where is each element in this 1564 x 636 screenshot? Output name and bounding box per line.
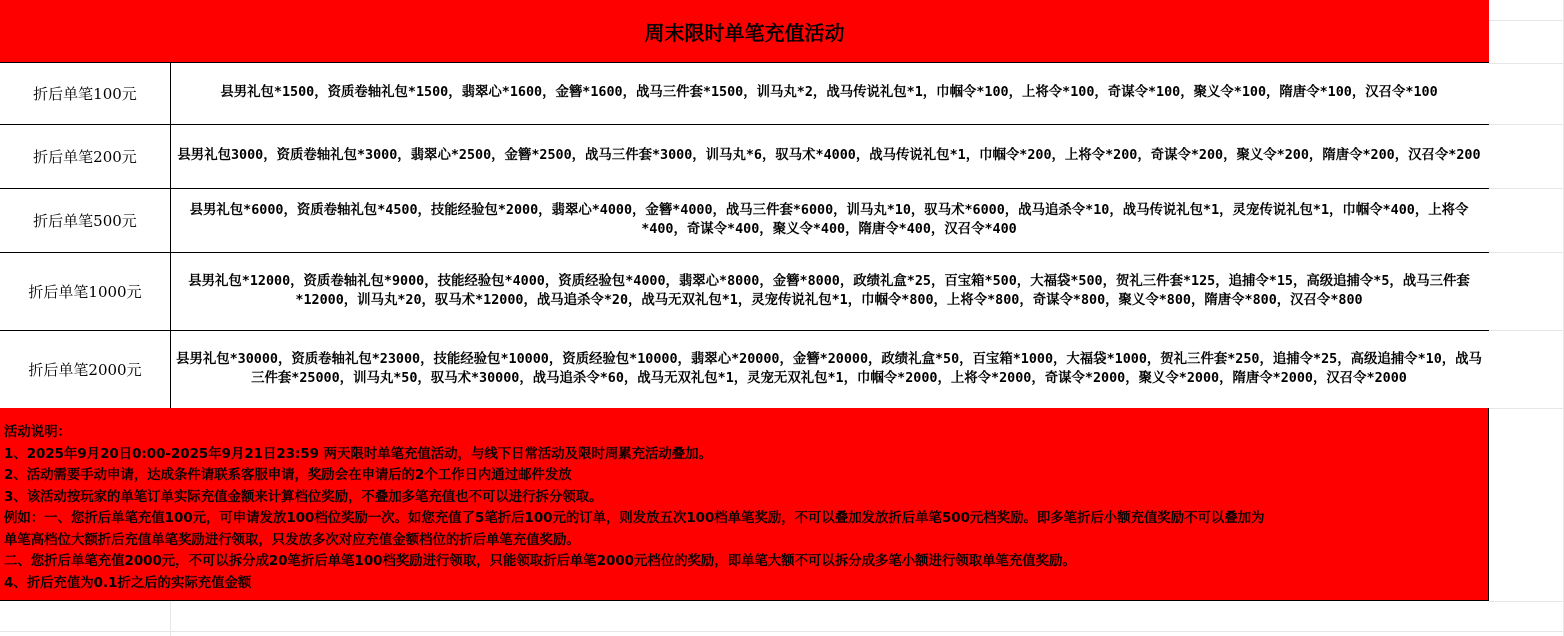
notes-line: 单笔高档位大额折后充值单笔奖励进行领取，只发放多次对应充值金额档位的折后单笔充值奖励。 [4,532,580,548]
tier-label[interactable]: 折后单笔100元 [0,63,171,124]
tier-rewards[interactable]: 县男礼包*12000，资质卷轴礼包*9000，技能经验包*4000，资质经验包*4000，翡翠心*8000，金簪*8000，政绩礼盒*25，百宝箱*500，大福袋*500，贺礼三件套*125，追捕令*15，高级追捕令*5，战马三件套*12000，训马丸*20，驭马术*12000，战马追杀令*20，战马无双礼包*1，灵宠传说礼包*1，巾帼令*800，上将令*800，奇谋令*800，聚义令*800，隋唐令*800，汉召令*800 [188,274,1470,308]
tier-label[interactable]: 折后单笔500元 [0,189,171,252]
sheet-title[interactable]: 周末限时单笔充值活动 [0,0,1489,63]
notes-line: 3、该活动按玩家的单笔订单实际充值金额来计算档位奖励，不叠加多笔充值也不可以进行拆分领取。 [4,489,603,505]
notes-line: 4、折后充值为0.1折之后的实际充值金额 [4,575,252,591]
tier-label[interactable]: 折后单笔200元 [0,125,171,188]
tier-rewards[interactable]: 县男礼包*6000，资质卷轴礼包*4500，技能经验包*2000，翡翠心*4000，金簪*4000，战马三件套*6000，训马丸*10，驭马术*6000，战马追杀令*10，战马传说礼包*1，灵宠传说礼包*1，巾帼令*400，上将令*400，奇谋令*400，聚义令*400，隋唐令*400，汉召令*400 [189,203,1469,237]
notes-line: 二、您折后单笔充值2000元，不可以拆分成20笔折后单笔100档奖励进行领取，只能领取折后单笔2000元档位的奖励，即单笔大额不可以拆分成多笔小额进行领取单笔充值奖励。 [4,554,1076,569]
tier-label[interactable]: 折后单笔1000元 [0,253,171,330]
tier-rewards[interactable]: 县男礼包3000，资质卷轴礼包*3000，翡翠心*2500，金簪*2500，战马三件套*3000，训马丸*6，驭马术*4000，战马传说礼包*1，巾帼令*200，上将令*200，奇谋令*200，聚义令*200，隋唐令*200，汉召令*200 [177,148,1481,164]
tier-row-500[interactable] [0,189,1489,253]
activity-notes[interactable] [0,408,1488,600]
notes-heading: 活动说明： [4,425,71,440]
tier-rewards[interactable]: 县男礼包*1500，资质卷轴礼包*1500，翡翠心*1600，金簪*1600，战马三件套*1500，训马丸*2，战马传说礼包*1，巾帼令*100，上将令*100，奇谋令*100，聚义令*100，隋唐令*100，汉召令*100 [220,85,1438,101]
tier-row-1000[interactable] [0,253,1489,331]
notes-line: 2、活动需要手动申请，达成条件请联系客服申请，奖励会在申请后的2个工作日内通过邮件发放 [4,468,572,483]
notes-line: 1、2025年9月20日0:00-2025年9月21日23:59 两天限时单笔充值活动，与线下日常活动及限时周累充活动叠加。 [4,446,712,462]
spreadsheet-grid-right [1489,0,1564,636]
tier-row-100[interactable] [0,63,1489,125]
tier-row-200[interactable] [0,125,1489,189]
tier-rewards[interactable]: 县男礼包*30000，资质卷轴礼包*23000，技能经验包*10000，资质经验包*10000，翡翠心*20000，金簪*20000，政绩礼盒*50，百宝箱*1000，大福袋*1000，贺礼三件套*250，追捕令*25，高级追捕令*10，战马三件套*25000，训马丸*50，驭马术*30000，战马追杀令*60，战马无双礼包*1，灵宠无双礼包*1，巾帼令*2000，上将令*2000，奇谋令*2000，聚义令*2000，隋唐令*2000，汉召令*2000 [176,352,1482,386]
tier-row-2000[interactable] [0,331,1489,409]
notes-line: 例如：一、您折后单笔充值100元，可申请发放100档位奖励一次。如您充值了5笔折后100元的订单，则发放五次100档单笔奖励，不可以叠加发放折后单笔500元档奖励。即多笔折后小额充值奖励不可以叠加为 [4,511,1265,526]
tier-label[interactable]: 折后单笔2000元 [0,331,171,408]
spreadsheet-grid-bottom [0,601,1489,636]
